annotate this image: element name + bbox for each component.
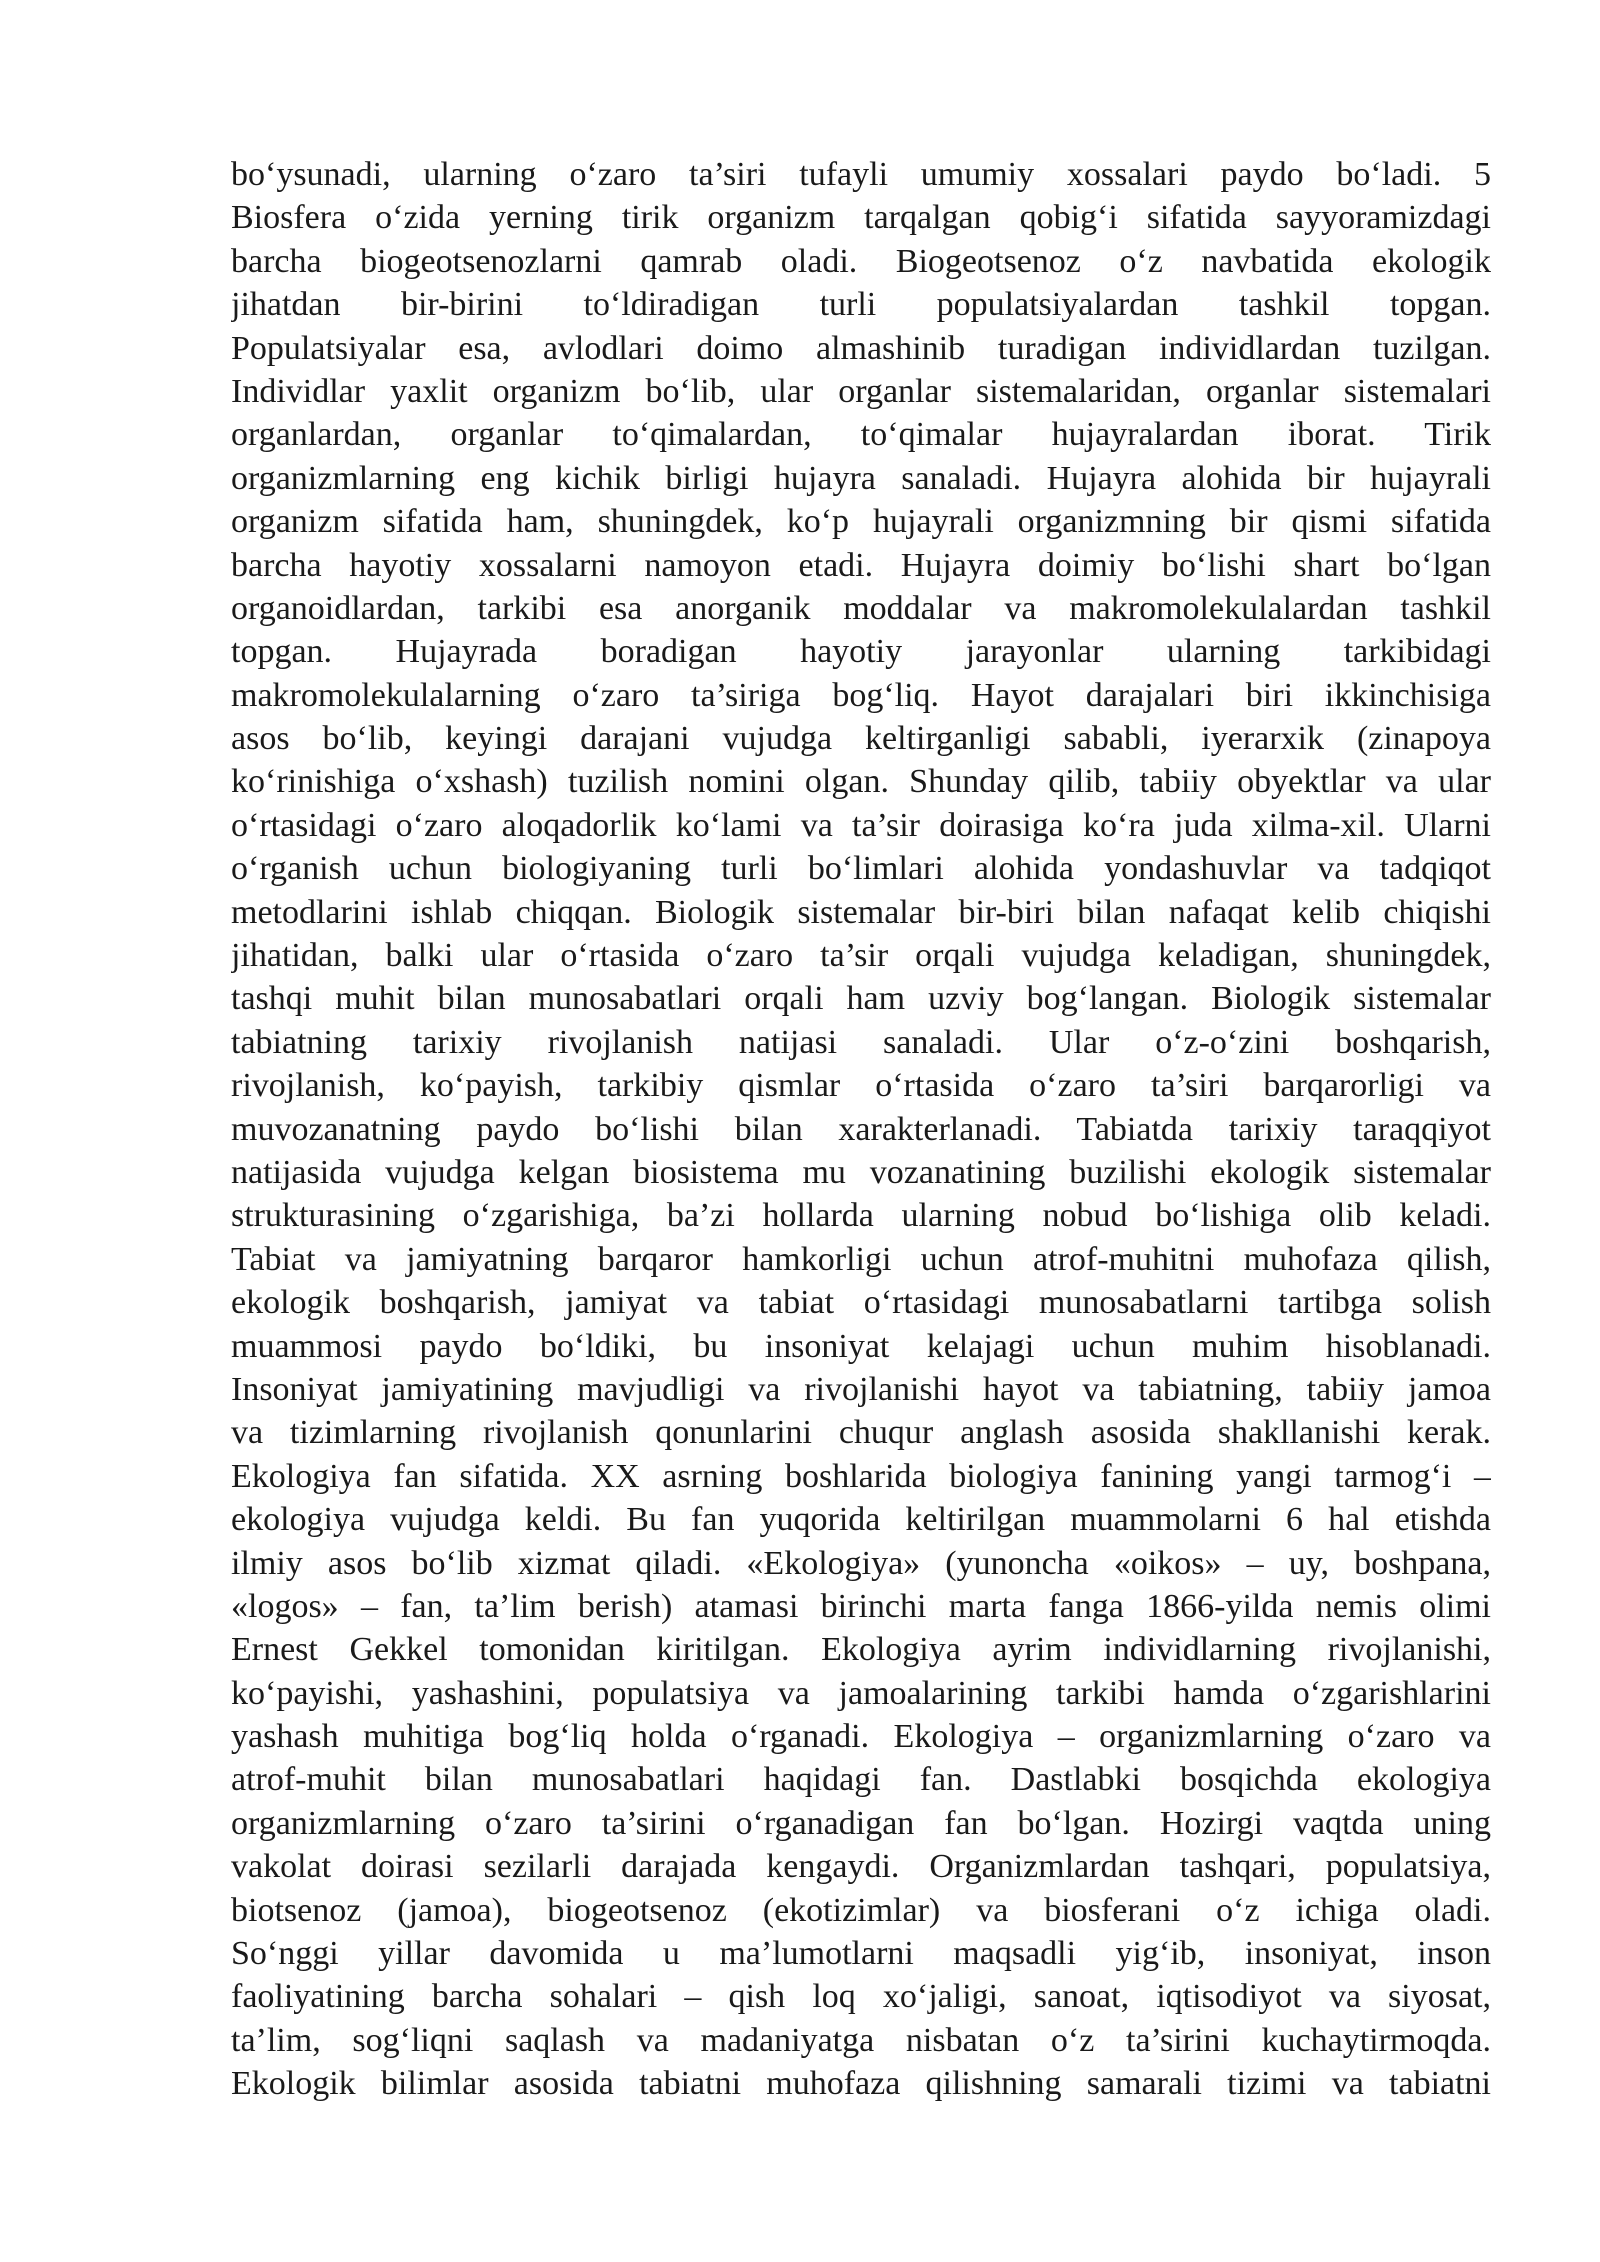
text-line: makromolekulalarning o‘zaro ta’siriga bog‘liq. Hayot darajalari biri ikkinchisiga: [231, 676, 1491, 714]
text-line: yashash muhitiga bog‘liq holda o‘rganadi. Ekologiya – organizmlarning o‘zaro va: [231, 1718, 1491, 1756]
text-line: jihatdan bir-birini to‘ldiradigan turli populatsiyalardan tashkil topgan.: [231, 286, 1491, 324]
text-line: ko‘rinishiga o‘xshash) tuzilish nomini olgan. Shunday qilib, tabiiy obyektlar va ular: [231, 763, 1491, 801]
text-line: tabiatning tarixiy rivojlanish natijasi sanaladi. Ular o‘z-o‘zini boshqarish,: [231, 1023, 1491, 1061]
text-line: Ekologik bilimlar asosida tabiatni muhofaza qilishning samarali tizimi va tabiatni: [231, 2065, 1491, 2103]
text-line: barcha biogeotsenozlarni qamrab oladi. Biogeotsenoz o‘z navbatida ekologik: [231, 242, 1491, 280]
text-line: bo‘ysunadi, ularning o‘zaro ta’siri tufayli umumiy xossalari paydo bo‘ladi. 5: [231, 156, 1491, 193]
text-line: So‘nggi yillar davomida u ma’lumotlarni maqsadli yig‘ib, insoniyat, inson: [231, 1935, 1491, 1973]
text-line: Biosfera o‘zida yerning tirik organizm tarqalgan qobig‘i sifatida sayyoramizdagi: [231, 199, 1491, 237]
text-line: organoidlardan, tarkibi esa anorganik moddalar va makromolekulalardan tashkil: [231, 589, 1491, 627]
text-line: jihatidan, balki ular o‘rtasida o‘zaro ta’sir orqali vujudga keladigan, shuningdek,: [231, 937, 1491, 975]
text-line: muvozanatning paydo bo‘lishi bilan xarakterlanadi. Tabiatda tarixiy taraqqiyot: [231, 1110, 1491, 1148]
text-line: organlardan, organlar to‘qimalardan, to‘qimalar hujayralardan iborat. Tirik: [231, 416, 1491, 454]
text-line: ekologik boshqarish, jamiyat va tabiat o‘rtasidagi munosabatlarni tartibga solish: [231, 1284, 1491, 1322]
text-line: barcha hayotiy xossalarni namoyon etadi. Hujayra doimiy bo‘lishi shart bo‘lgan: [231, 546, 1491, 584]
text-line: ta’lim, sog‘liqni saqlash va madaniyatga nisbatan o‘z ta’sirini kuchaytirmoqda.: [231, 2021, 1491, 2059]
body-text: [231, 153, 1491, 2106]
text-line: Individlar yaxlit organizm bo‘lib, ular organlar sistemalaridan, organlar sistemalari: [231, 372, 1491, 410]
text-line: organizmlarning eng kichik birligi hujayra sanaladi. Hujayra alohida bir hujayrali: [231, 459, 1491, 497]
text-line: rivojlanish, ko‘payish, tarkibiy qismlar o‘rtasida o‘zaro ta’siri barqarorligi va: [231, 1067, 1491, 1105]
text-line: o‘rtasidagi o‘zaro aloqadorlik ko‘lami va ta’sir doirasiga ko‘ra juda xilma-xil. Ularni: [231, 806, 1491, 844]
text-line: faoliyatining barcha sohalari – qish loq xo‘jaligi, sanoat, iqtisodiyot va siyosat,: [231, 1978, 1491, 2016]
text-line: o‘rganish uchun biologiyaning turli bo‘limlari alohida yondashuvlar va tadqiqot: [231, 850, 1491, 888]
text-line: natijasida vujudga kelgan biosistema mu vozanatining buzilishi ekologik sistemalar: [231, 1153, 1491, 1191]
text-line: atrof-muhit bilan munosabatlari haqidagi fan. Dastlabki bosqichda ekologiya: [231, 1761, 1491, 1799]
text-line: Ernest Gekkel tomonidan kiritilgan. Ekologiya ayrim individlarning rivojlanishi,: [231, 1631, 1491, 1669]
text-line: biotsenoz (jamoa), biogeotsenoz (ekotizimlar) va biosferani o‘z ichiga oladi.: [231, 1891, 1491, 1929]
text-line: Populatsiyalar esa, avlodlari doimo almashinib turadigan individlardan tuzilgan.: [231, 329, 1491, 367]
text-line: Tabiat va jamiyatning barqaror hamkorligi uchun atrof-muhitni muhofaza qilish,: [231, 1240, 1491, 1278]
text-line: strukturasining o‘zgarishiga, ba’zi hollarda ularning nobud bo‘lishiga olib keladi.: [231, 1197, 1491, 1235]
text-line: topgan. Hujayrada boradigan hayotiy jarayonlar ularning tarkibidagi: [231, 633, 1491, 671]
text-line: asos bo‘lib, keyingi darajani vujudga keltirganligi sababli, iyerarxik (zinapoya: [231, 720, 1491, 758]
text-line: ko‘payishi, yashashini, populatsiya va jamoalarining tarkibi hamda o‘zgarishlarini: [231, 1674, 1491, 1712]
text-line: Insoniyat jamiyatining mavjudligi va rivojlanishi hayot va tabiatning, tabiiy jamoa: [231, 1370, 1491, 1408]
text-line: ilmiy asos bo‘lib xizmat qiladi. «Ekologiya» (yunoncha «oikos» – uy, boshpana,: [231, 1544, 1491, 1582]
text-line: Ekologiya fan sifatida. XX asrning boshlarida biologiya fanining yangi tarmog‘i –: [231, 1457, 1491, 1495]
text-line: organizmlarning o‘zaro ta’sirini o‘rganadigan fan bo‘lgan. Hozirgi vaqtda uning: [231, 1804, 1491, 1842]
text-line: muammosi paydo bo‘ldiki, bu insoniyat kelajagi uchun muhim hisoblanadi.: [231, 1327, 1491, 1365]
text-line: ekologiya vujudga keldi. Bu fan yuqorida keltirilgan muammolarni 6 hal etishda: [231, 1501, 1491, 1539]
text-line: organizm sifatida ham, shuningdek, ko‘p hujayrali organizmning bir qismi sifatida: [231, 503, 1491, 541]
text-line: va tizimlarning rivojlanish qonunlarini chuqur anglash asosida shakllanishi kerak.: [231, 1414, 1491, 1452]
text-line: metodlarini ishlab chiqqan. Biologik sistemalar bir-biri bilan nafaqat kelib chiqishi: [231, 893, 1491, 931]
text-line: vakolat doirasi sezilarli darajada kengaydi. Organizmlardan tashqari, populatsiya,: [231, 1848, 1491, 1886]
text-line: «logos» – fan, ta’lim berish) atamasi birinchi marta fanga 1866-yilda nemis olimi: [231, 1587, 1491, 1625]
text-line: tashqi muhit bilan munosabatlari orqali ham uzviy bog‘langan. Biologik sistemalar: [231, 980, 1491, 1018]
